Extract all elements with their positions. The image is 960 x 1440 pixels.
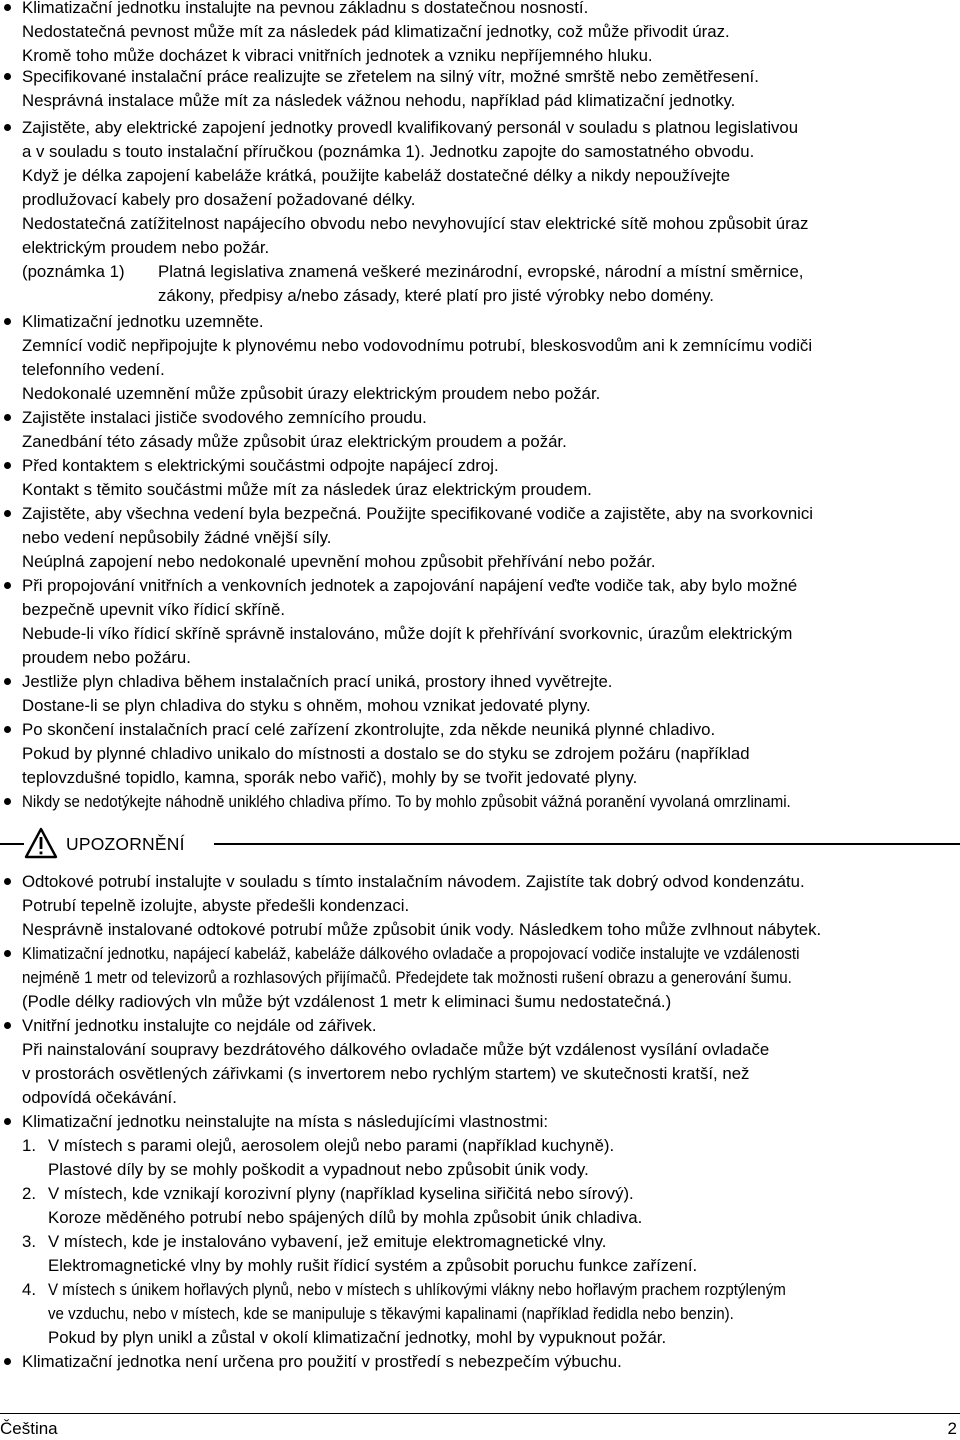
bullet-icon bbox=[4, 462, 11, 469]
text-line: Kontakt s těmito součástmi může mít za následek úraz elektrickým proudem. bbox=[22, 480, 592, 499]
text-line: prodlužovací kabely pro dosažení požadované délky. bbox=[22, 190, 416, 209]
text-line: Specifikované instalační práce realizujte se zřetelem na silný vítr, možné smrště nebo zemětřesení. bbox=[22, 67, 759, 86]
text-line: Když je délka zapojení kabeláže krátká, použijte kabeláž dostatečné délky a nikdy nepoužívejte bbox=[22, 166, 731, 185]
bullet-icon bbox=[4, 798, 11, 805]
text-line: zákony, předpisy a/nebo zásady, které platí pro jisté výrobky nebo domény. bbox=[158, 286, 714, 305]
text-line: Jestliže plyn chladiva během instalačních prací uniká, prostory ihned vyvětrejte. bbox=[22, 672, 613, 691]
note-label: (poznámka 1) bbox=[22, 262, 125, 281]
item-number: 4. bbox=[22, 1280, 36, 1299]
text-line: Zajistěte, aby všechna vedení byla bezpečná. Použijte specifikované vodiče a zajistěte, aby na svorkovnici bbox=[22, 504, 814, 523]
text-line: nebo vedení nepůsobily žádné vnější síly. bbox=[22, 528, 332, 547]
text-line: Zajistěte, aby elektrické zapojení jednotky provedl kvalifikovaný personál v souladu s platnou legislativou bbox=[22, 118, 799, 137]
text-line: Po skončení instalačních prací celé zařízení zkontrolujte, zda někde neuniká plynné chladivo. bbox=[22, 720, 716, 739]
text-line: Před kontaktem s elektrickými součástmi odpojte napájecí zdroj. bbox=[22, 456, 499, 475]
text-line: Klimatizační jednotku neinstalujte na místa s následujícími vlastnostmi: bbox=[22, 1112, 549, 1131]
text-line: (Podle délky radiových vln může být vzdálenost 1 metr k eliminaci šumu nedostatečná.) bbox=[22, 992, 672, 1011]
text-line: ve vzduchu, nebo v místech, kde se manipuluje s těkavými kapalinami (například ředidla nebo benzin). bbox=[48, 1304, 734, 1323]
text-line: a v souladu s touto instalační příručkou (poznámka 1). Jednotku zapojte do samostatného obvodu. bbox=[22, 142, 755, 161]
text-line: Nesprávná instalace může mít za následek vážnou nehodu, například pád klimatizační jednotky. bbox=[22, 91, 736, 110]
bullet-icon bbox=[4, 510, 11, 517]
text-line: odpovídá očekávání. bbox=[22, 1088, 177, 1107]
text-line: Potrubí tepelně izolujte, abyste předešli kondenzaci. bbox=[22, 896, 410, 915]
divider bbox=[214, 843, 960, 845]
text-line: telefonního vedení. bbox=[22, 360, 165, 379]
bullet-icon bbox=[4, 73, 11, 80]
text-line: Dostane-li se plyn chladiva do styku s ohněm, mohou vznikat jedovaté plyny. bbox=[22, 696, 591, 715]
page-number: 2 bbox=[947, 1419, 957, 1438]
text-line: Při propojování vnitřních a venkovních jednotek a zapojování napájení veďte vodiče tak, aby bylo možné bbox=[22, 576, 798, 595]
bullet-icon bbox=[4, 950, 11, 957]
text-line: Klimatizační jednotku instalujte na pevnou základnu s dostatečnou nosností. bbox=[22, 0, 589, 17]
text-line: Klimatizační jednotku, napájecí kabeláž, kabeláže dálkového ovladače a propojovací vodiče instalujte ve vzdálenosti bbox=[22, 944, 800, 963]
bullet-icon bbox=[4, 582, 11, 589]
bullet-icon bbox=[4, 1118, 11, 1125]
text-line: Klimatizační jednotka není určena pro použití v prostředí s nebezpečím výbuchu. bbox=[22, 1352, 622, 1371]
bullet-icon bbox=[4, 1022, 11, 1029]
text-line: Odtokové potrubí instalujte v souladu s tímto instalačním návodem. Zajistíte tak dobrý odvod kondenzátu. bbox=[22, 872, 805, 891]
caution-title: UPOZORNĚNÍ bbox=[66, 834, 185, 854]
bullet-icon bbox=[4, 414, 11, 421]
text-line: nejméně 1 metr od televizorů a rozhlasových přijímačů. Předejdete tak možnosti rušení obrazu a generování šumu. bbox=[22, 968, 792, 987]
text-line: Nedostatečná zatížitelnost napájecího obvodu nebo nevyhovující stav elektrické sítě mohou způsobit úraz bbox=[22, 214, 809, 233]
text-line: Nesprávně instalované odtokové potrubí může způsobit únik vody. Následkem toho může zvlhnout nábytek. bbox=[22, 920, 822, 939]
text-line: proudem nebo požáru. bbox=[22, 648, 191, 667]
divider bbox=[0, 843, 24, 845]
bullet-icon bbox=[4, 4, 11, 11]
item-number: 3. bbox=[22, 1232, 36, 1251]
bullet-icon bbox=[4, 318, 11, 325]
text-line: V místech, kde vznikají korozivní plyny (například kyselina siřičitá nebo sírový). bbox=[48, 1184, 634, 1203]
item-number: 2. bbox=[22, 1184, 36, 1203]
item-number: 1. bbox=[22, 1136, 36, 1155]
text-line: Klimatizační jednotku uzemněte. bbox=[22, 312, 264, 331]
text-line: Plastové díly by se mohly poškodit a vypadnout nebo způsobit únik vody. bbox=[48, 1160, 589, 1179]
text-line: Neúplná zapojení nebo nedokonalé upevnění mohou způsobit přehřívání nebo požár. bbox=[22, 552, 656, 571]
text-line: Koroze měděného potrubí nebo spájených dílů by mohla způsobit únik chladiva. bbox=[48, 1208, 643, 1227]
bullet-icon bbox=[4, 124, 11, 131]
text-line: v prostorách osvětlených zářivkami (s invertorem nebo rychlým startem) ve skutečnosti kratší, než bbox=[22, 1064, 750, 1083]
text-line: V místech s parami olejů, aerosolem olejů nebo parami (například kuchyně). bbox=[48, 1136, 615, 1155]
text-line: Nedokonalé uzemnění může způsobit úrazy elektrickým proudem nebo požár. bbox=[22, 384, 601, 403]
text-line: Pokud by plyn unikl a zůstal v okolí klimatizační jednotky, mohl by vypuknout požár. bbox=[48, 1328, 667, 1347]
caution-header bbox=[0, 827, 960, 863]
warning-triangle-icon bbox=[24, 827, 58, 859]
text-line: Při nainstalování soupravy bezdrátového dálkového ovladače může být vzdálenost vysílání ovladače bbox=[22, 1040, 770, 1059]
text-line: teplovzdušné topidlo, kamna, sporák nebo vařič), mohly by se tvořit jedovaté plyny. bbox=[22, 768, 638, 787]
text-line: Zajistěte instalaci jističe svodového zemnícího proudu. bbox=[22, 408, 427, 427]
text-line: bezpečně upevnit víko řídicí skříně. bbox=[22, 600, 286, 619]
text-line: Zemnící vodič nepřipojujte k plynovému nebo vodovodnímu potrubí, bleskosvodům ani k zemnícímu vodiči bbox=[22, 336, 813, 355]
text-line: Elektromagnetické vlny by mohly rušit řídicí systém a způsobit poruchu funkce zařízení. bbox=[48, 1256, 698, 1275]
text-line: Nebude-li víko řídicí skříně správně instalováno, může dojít k přehřívání svorkovnic, úrazům elektrickým bbox=[22, 624, 793, 643]
text-line: Nedostatečná pevnost může mít za následek pád klimatizační jednotky, což může přivodit úraz. bbox=[22, 22, 730, 41]
bullet-icon bbox=[4, 678, 11, 685]
text-line: Nikdy se nedotýkejte náhodně uniklého chladiva přímo. To by mohlo způsobit vážná poranění vyvolaná omrzlinami. bbox=[22, 792, 791, 811]
text-line: Zanedbání této zásady může způsobit úraz elektrickým proudem a požár. bbox=[22, 432, 567, 451]
text-line: Pokud by plynné chladivo unikalo do místnosti a dostalo se do styku se zdrojem požáru (například bbox=[22, 744, 750, 763]
text-line: Vnitřní jednotku instalujte co nejdále od zářivek. bbox=[22, 1016, 377, 1035]
text-line: elektrickým proudem nebo požár. bbox=[22, 238, 270, 257]
text-line: Platná legislativa znamená veškeré mezinárodní, evropské, národní a místní směrnice, bbox=[158, 262, 804, 281]
footer-divider bbox=[0, 1413, 960, 1414]
text-line: V místech, kde je instalováno vybavení, jež emituje elektromagnetické vlny. bbox=[48, 1232, 607, 1251]
bullet-icon bbox=[4, 878, 11, 885]
text-line: V místech s únikem hořlavých plynů, nebo v místech s uhlíkovými vlákny nebo hořlavým prachem rozptýleným bbox=[48, 1280, 786, 1299]
bullet-icon bbox=[4, 726, 11, 733]
text-line: Kromě toho může docházet k vibraci vnitřních jednotek a vzniku nepříjemného hluku. bbox=[22, 46, 653, 65]
footer-language: Čeština bbox=[0, 1419, 58, 1438]
bullet-icon bbox=[4, 1358, 11, 1365]
